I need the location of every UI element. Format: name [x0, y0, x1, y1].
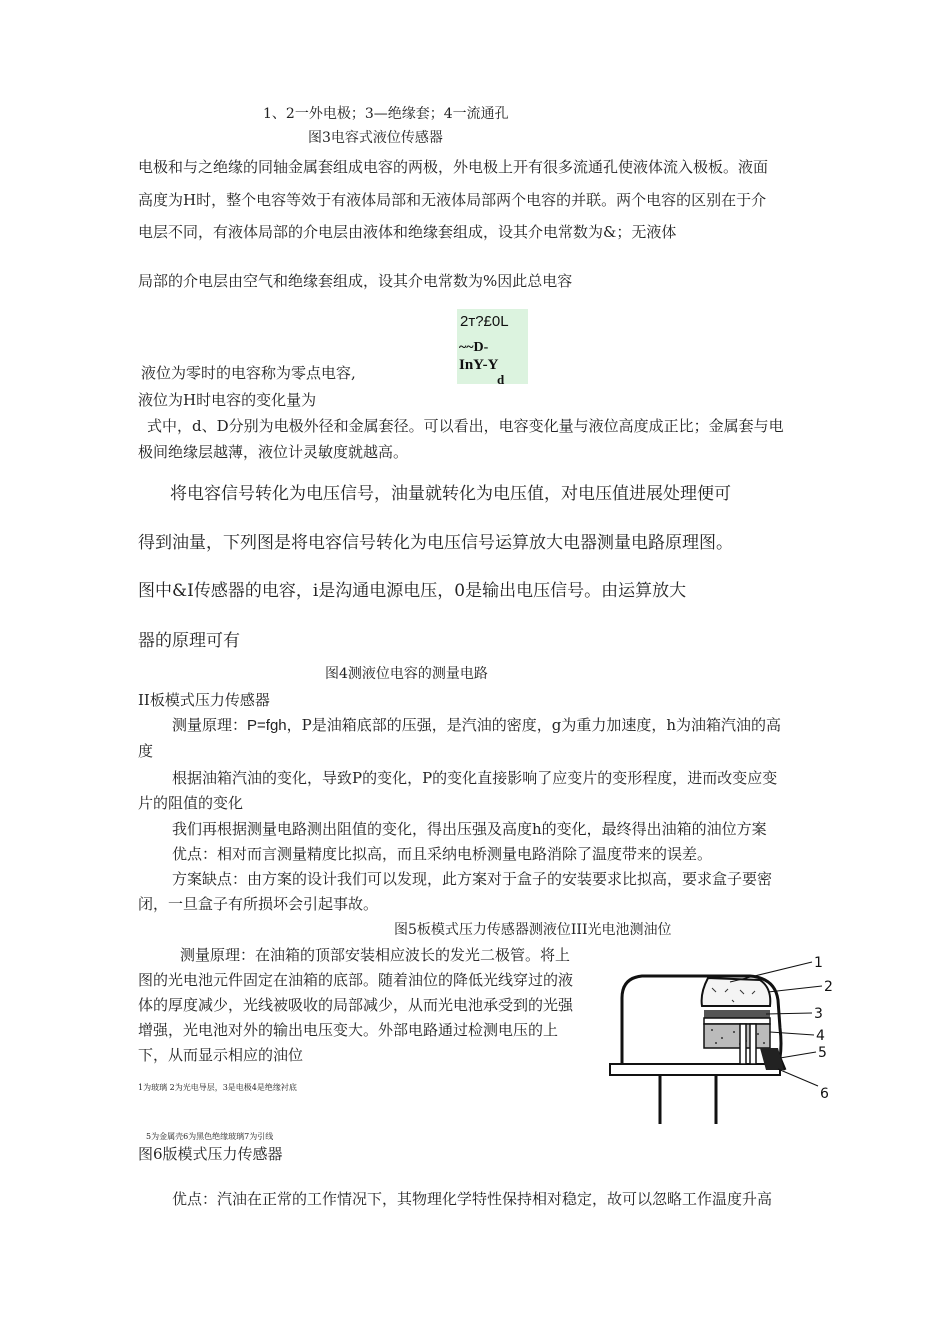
- inner-post: [750, 1024, 756, 1064]
- paragraph-line: 测量原理：在油箱的顶部安装相应波长的发光二极管。将上: [180, 946, 571, 964]
- leader-line: [766, 1013, 812, 1014]
- diagram-label: 4: [816, 1028, 825, 1044]
- leader-line: [778, 1069, 818, 1086]
- paragraph-line: 器的原理可有: [138, 631, 240, 651]
- diagram-label: 3: [814, 1006, 823, 1022]
- paragraph-line: 将电容信号转化为电压信号，油量就转化为电压值，对电压值进展处理便可: [170, 484, 731, 504]
- paragraph-line: 局部的介电层由空气和绝缘套组成，设其介电常数为%因此总电容: [138, 272, 573, 290]
- paragraph-line: 得到油量，下列图是将电容信号转化为电压信号运算放大电器测量电路原理图。: [138, 533, 733, 553]
- paragraph-line: 液位为零时的电容称为零点电容,: [141, 364, 356, 382]
- figure5-caption: 图5板模式压力传感器测液位III光电池测油位: [394, 922, 672, 938]
- figure3-caption: 图3电容式液位传感器: [308, 130, 443, 146]
- diagram-label: 6: [820, 1086, 829, 1102]
- leader-line: [730, 962, 812, 982]
- label-text: 测量原理：: [172, 716, 248, 734]
- paragraph-line: 根据油箱汽油的变化，导致P的变化，P的变化直接影响了应变片的变形程度，进而改变应变: [172, 769, 778, 787]
- diagram-label: 1: [814, 955, 823, 971]
- paragraph-line: 电极和与之绝缘的同轴金属套组成电容的两极，外电极上开有很多流通孔使液体流入极板。液面: [138, 158, 769, 176]
- paragraph-line: 液位为H时电容的变化量为: [138, 391, 317, 409]
- paragraph-line: 图中&I传感器的电容，i是沟通电源电压，0是输出电压信号。由运算放大: [138, 581, 687, 601]
- glass-window: [702, 978, 771, 1006]
- leader-line: [770, 1032, 814, 1035]
- paragraph-line: [172, 714, 781, 735]
- capacitor-legend: 1、2一外电极；3—绝缘套；4一流通孔: [263, 106, 509, 122]
- figure4-caption: 图4测液位电容的测量电路: [325, 666, 488, 682]
- formula-line: ~~D-: [459, 340, 489, 355]
- small-legend: 5为金属壳6为黑色绝缘玻璃7为引线: [146, 1132, 274, 1141]
- section-heading: II板模式压力传感器: [138, 691, 270, 709]
- diagram-label: 2: [824, 979, 833, 995]
- figure6-caption: 图6版模式压力传感器: [138, 1145, 283, 1163]
- base-plate: [610, 1064, 780, 1075]
- paragraph-line: 优点：相对而言测量精度比拟高，而且采纳电桥测量电路消除了温度带来的误差。: [172, 845, 713, 863]
- formula-line: d: [497, 372, 505, 384]
- leader-line: [780, 1052, 816, 1058]
- paragraph-line: 片的阻值的变化: [138, 794, 244, 812]
- insulating-substrate: [704, 1024, 770, 1048]
- paragraph-line: 度: [138, 742, 154, 760]
- inner-post: [740, 1024, 746, 1064]
- paragraph-line: 下，从而显示相应的油位: [138, 1046, 304, 1064]
- paragraph-line: 电层不同，有液体局部的介电层由液体和绝缘套组成，设其介电常数为&；无液体: [138, 223, 677, 241]
- diagram-label: 5: [818, 1045, 827, 1061]
- paragraph-line: 优点：汽油在正常的工作情况下，其物理化学特性保持相对稳定，故可以忽略工作温度升高: [172, 1190, 773, 1208]
- electrode: [704, 1018, 770, 1024]
- paragraph-line: 极间绝缘层越薄，液位计灵敏度就越高。: [138, 443, 409, 461]
- formula-line: 2т?£0L: [460, 313, 509, 330]
- small-legend: 1为玻璃 2为光电导层，3是电极4是绝缘衬底: [138, 1083, 297, 1092]
- label-text: ，P是油箱底部的压强，是汽油的密度，g为重力加速度，h为油箱汽油的高: [286, 716, 781, 734]
- paragraph-line: 高度为H时，整个电容等效于有液体局部和无液体局部两个电容的并联。两个电容的区别在于介: [138, 191, 767, 209]
- paragraph-line: 方案缺点：由方案的设计我们可以发现，此方案对于盒子的安装要求比拟高，要求盒子要密: [172, 870, 773, 888]
- paragraph-line: 图的光电池元件固定在油箱的底部。随着油位的降低光线穿过的液: [138, 971, 574, 989]
- pressure-formula: P=fgh: [247, 717, 287, 734]
- paragraph-line: 式中，d、D分别为电极外径和金属套径。可以看出，电容变化量与液位高度成正比；金属套与电: [147, 417, 784, 435]
- photoconductive-layer: [704, 1010, 770, 1018]
- paragraph-line: 体的厚度减少，光线被吸收的局部减少，从而光电池承受到的光强: [138, 996, 574, 1014]
- formula-line: InY-Y: [459, 357, 499, 373]
- capacitance-formula-image: [457, 309, 528, 384]
- paragraph-line: 我们再根据测量电路测出阻值的变化，得出压强及高度h的变化，最终得出油箱的油位方案: [172, 820, 767, 838]
- photocell-sensor-diagram: [600, 948, 840, 1128]
- paragraph-line: 增强，光电池对外的输出电压变大。外部电路通过检测电压的上: [138, 1021, 559, 1039]
- paragraph-line: 闭，一旦盒子有所损坏会引起事故。: [138, 895, 379, 913]
